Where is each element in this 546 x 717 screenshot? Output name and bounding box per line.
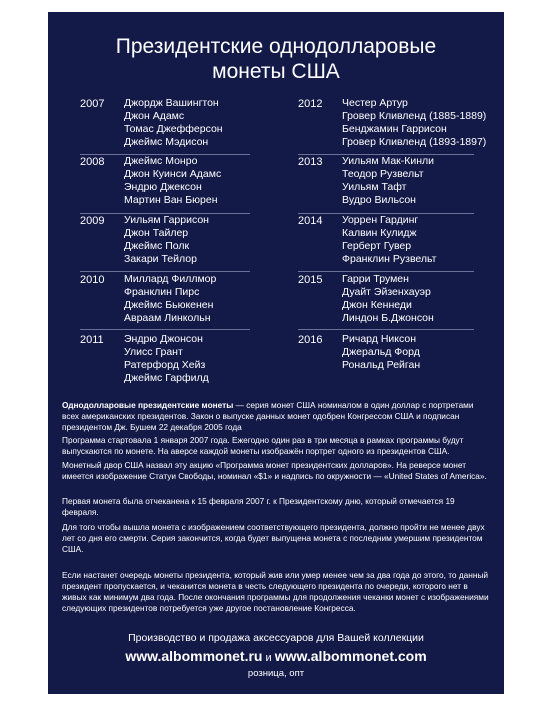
skip-paragraph: Если настанет очередь монеты президента, который жив или умер менее чем за два года до этого, то данный президент пропускается, и чеканится монета в честь следующего президента по очереди, которого нет в живых как минимум два года. После окончания программы для продолжения чеканки монет с изображениями следующих президентов потребуется уже другое постановление Конгресса. bbox=[62, 570, 489, 613]
year-2015: 2015 bbox=[298, 274, 323, 286]
president-name: Гровер Кливленд (1893-1897) bbox=[342, 136, 487, 148]
president-name: Улисс Грант bbox=[124, 346, 183, 358]
president-name: Уильям Тафт bbox=[342, 181, 407, 193]
info-panel bbox=[48, 12, 504, 694]
president-name: Джеймс Мэдисон bbox=[124, 136, 209, 148]
website-connector: и bbox=[262, 652, 275, 664]
presidents-list bbox=[342, 155, 434, 207]
president-name: Вудро Вильсон bbox=[342, 194, 416, 206]
president-name: Авраам Линкольн bbox=[124, 312, 211, 324]
president-name: Эндрю Джексон bbox=[124, 181, 202, 193]
website-link-ru[interactable]: www.albommonet.ru bbox=[125, 648, 263, 664]
president-name: Уильям Мак-Кинли bbox=[342, 155, 435, 167]
president-name: Рональд Рейган bbox=[342, 359, 421, 371]
president-name: Ратерфорд Хейз bbox=[124, 359, 206, 371]
president-name: Франклин Пирс bbox=[124, 286, 200, 298]
president-name: Честер Артур bbox=[342, 97, 408, 109]
president-name: Теодор Рузвельт bbox=[342, 168, 424, 180]
footer-retail: розница, опт bbox=[247, 668, 305, 679]
intro-paragraph bbox=[62, 400, 490, 433]
year-2016: 2016 bbox=[298, 334, 323, 346]
president-name: Франклин Рузвельт bbox=[342, 253, 437, 265]
year-2014: 2014 bbox=[298, 215, 323, 227]
president-name: Джон Куинси Адамс bbox=[124, 168, 222, 180]
divider bbox=[298, 329, 474, 330]
divider bbox=[80, 271, 250, 272]
year-2013: 2013 bbox=[298, 156, 323, 168]
president-name: Джон Кеннеди bbox=[342, 299, 412, 311]
president-name: Дуайт Эйзенхауэр bbox=[342, 286, 431, 298]
program-paragraph: Программа стартовала 1 января 2007 года. Ежегодно один раз в три месяца в рамках программы будут выпускаются по монете. На аверсе каждой монеты изображён портрет одного из президентов США. bbox=[62, 435, 464, 456]
president-name: Джеймс Бьюкенен bbox=[124, 299, 214, 311]
presidents-list bbox=[342, 97, 486, 149]
footer-websites bbox=[48, 648, 504, 664]
president-name: Миллард Филлмор bbox=[124, 273, 217, 285]
year-2009: 2009 bbox=[80, 215, 105, 227]
president-name: Бенджамин Гаррисон bbox=[342, 123, 447, 135]
website-link-com[interactable]: www.albommonet.com bbox=[274, 648, 427, 664]
rules-paragraph: Для того чтобы вышла монета с изображением соответствующего президента, должно пройти не менее двух лет со дня его смерти. Серия закончится, когда будет выпущена монета с последним умершим президентом США. bbox=[62, 522, 485, 554]
presidents-list bbox=[342, 273, 434, 325]
year-2012: 2012 bbox=[298, 98, 323, 110]
page-title-line2: монеты США bbox=[212, 60, 340, 83]
year-2007: 2007 bbox=[80, 98, 105, 110]
presidents-list bbox=[124, 273, 216, 325]
president-name: Джон Адамс bbox=[124, 110, 185, 122]
presidents-list bbox=[124, 155, 221, 207]
presidents-list bbox=[124, 214, 209, 266]
intro-bold-term: Однодолларовые президентские монеты bbox=[62, 400, 234, 410]
president-name: Уильям Гаррисон bbox=[124, 214, 209, 226]
president-name: Джеральд Форд bbox=[342, 346, 420, 358]
president-name: Гарри Трумен bbox=[342, 273, 409, 285]
year-2010: 2010 bbox=[80, 274, 105, 286]
year-2011: 2011 bbox=[80, 334, 104, 346]
footer-tagline: Производство и продажа аксессуаров для Вашей коллекции bbox=[128, 632, 424, 644]
president-name: Калвин Кулидж bbox=[342, 227, 417, 239]
divider bbox=[80, 329, 250, 330]
president-name: Джон Тайлер bbox=[124, 227, 189, 239]
presidents-list bbox=[342, 214, 437, 266]
year-2008: 2008 bbox=[80, 156, 105, 168]
president-name: Эндрю Джонсон bbox=[124, 333, 203, 345]
first-coin-paragraph: Первая монета была отчеканена к 15 февраля 2007 г. к Президентскому дню, который отмечается 19 февраля. bbox=[62, 496, 455, 517]
president-name: Гровер Кливленд (1885-1889) bbox=[342, 110, 487, 122]
president-name: Герберт Гувер bbox=[342, 240, 412, 252]
president-name: Томас Джефферсон bbox=[124, 123, 223, 135]
presidents-list bbox=[124, 333, 209, 385]
president-name: Джордж Вашингтон bbox=[124, 97, 219, 109]
presidents-list bbox=[124, 97, 223, 149]
president-name: Мартин Ван Бюрен bbox=[124, 194, 218, 206]
intro-text: — серия монет США номиналом в один доллар с портретами всех американских президентов. Закон о выпуске данных монет одобрен Конгрессом США и подписан президентом Дж. Бушем 22 декабря 2005 года bbox=[62, 400, 474, 432]
president-name: Джеймс Гарфилд bbox=[124, 372, 209, 384]
president-name: Джеймс Монро bbox=[124, 155, 198, 167]
page-title-line1: Президентские однодолларовые bbox=[115, 35, 437, 58]
president-name: Уоррен Гардинг bbox=[342, 214, 419, 226]
president-name: Ричард Никсон bbox=[342, 333, 416, 345]
president-name: Закари Тейлор bbox=[124, 253, 197, 265]
mint-paragraph: Монетный двор США назвал эту акцию «Программа монет президентских долларов». На реверсе монет имеется изображение Статуи Свободы, номинал «$1» и надпись по окружности — «United States of America». bbox=[62, 460, 487, 481]
president-name: Джеймс Полк bbox=[124, 240, 190, 252]
divider bbox=[298, 271, 474, 272]
presidents-list bbox=[342, 333, 420, 372]
president-name: Линдон Б.Джонсон bbox=[342, 312, 434, 324]
